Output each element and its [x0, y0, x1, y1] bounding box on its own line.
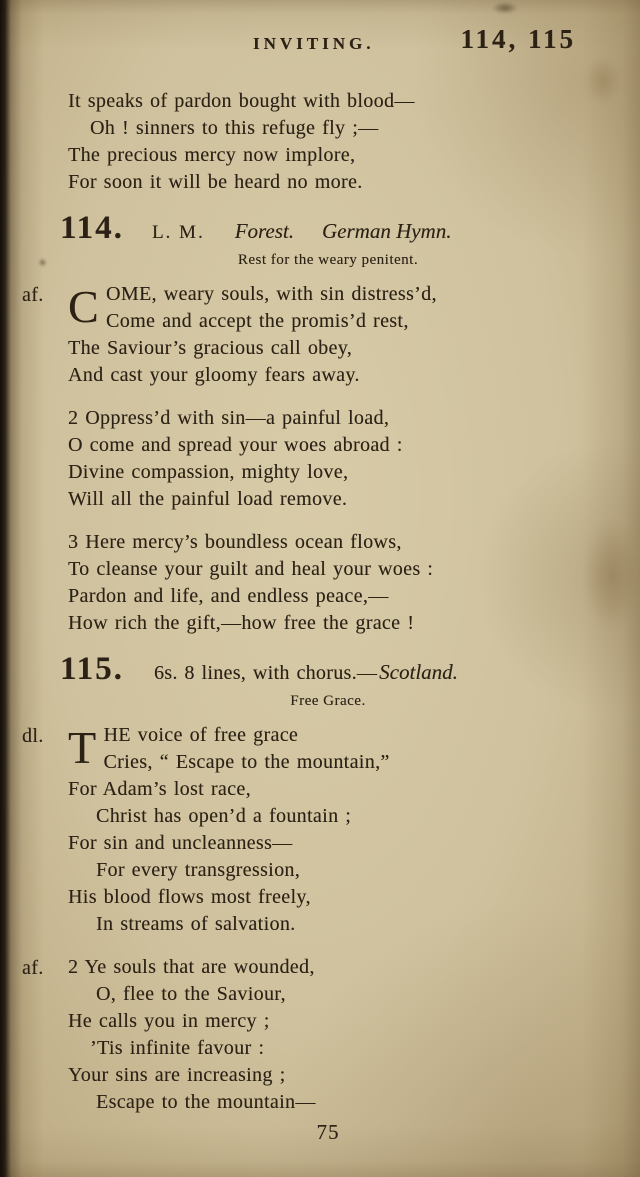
page-header — [60, 24, 596, 64]
hymn-114-verse-3 — [68, 529, 596, 637]
verse-line: For sin and uncleanness— — [68, 832, 293, 854]
verse-line: It speaks of pardon bought with blood— — [68, 90, 415, 112]
verse-line: The Saviour’s gracious call obey, — [68, 337, 353, 359]
page-footer — [60, 1120, 596, 1145]
hymn-114-verse-2 — [68, 405, 596, 513]
hymn-115-verse-1 — [22, 722, 596, 938]
hymn-114-verse-1 — [22, 281, 596, 389]
dropcap-letter: T — [68, 722, 97, 773]
hymn-tune-name: Forest. — [234, 219, 294, 243]
hymn-subtitle: Rest for the weary penitent. — [237, 252, 419, 268]
hymn-115 — [22, 651, 596, 1116]
verse-line: O, flee to the Saviour, — [96, 983, 286, 1005]
margin-note-dl: dl. — [22, 725, 44, 747]
verse-line: His blood flows most freely, — [68, 886, 311, 908]
verse-line: Escape to the mountain— — [96, 1091, 316, 1113]
dropcap-letter: C — [68, 281, 100, 332]
verse-line: How rich the gift,—how free the grace ! — [68, 612, 415, 634]
verse-line: For soon it will be heard no more. — [68, 171, 363, 193]
hymn-meter: 6s. 8 lines, with chorus.— — [153, 662, 378, 684]
previous-hymn-continuation — [68, 88, 596, 196]
verse-line: ’Tis infinite favour : — [90, 1037, 265, 1059]
page-number: 75 — [316, 1120, 340, 1144]
hymn-subtitle: Free Grace. — [290, 693, 366, 709]
verse-line: 2 Ye souls that are wounded, — [68, 956, 315, 978]
verse-line: For Adam’s lost race, — [68, 778, 251, 800]
verse-line: He calls you in mercy ; — [68, 1010, 270, 1032]
verse-line: O come and spread your woes abroad : — [68, 434, 403, 456]
hymn-115-heading — [60, 651, 596, 693]
verse-line: Come and accept the promis’d rest, — [106, 310, 409, 332]
margin-note-af: af. — [22, 284, 44, 306]
verse-line: To cleanse your guilt and heal your woes : — [68, 558, 434, 580]
verse-line: Will all the painful load remove. — [68, 488, 348, 510]
verse-line: In streams of salvation. — [96, 913, 296, 935]
verse-line: Your sins are increasing ; — [68, 1064, 286, 1086]
verse-line: Oh ! sinners to this refuge fly ;— — [90, 117, 379, 139]
margin-note-af: af. — [22, 957, 44, 979]
verse-line: 2 Oppress’d with sin—a painful load, — [68, 407, 390, 429]
hymn-114-heading — [60, 210, 596, 252]
hymn-115-verse-2 — [22, 954, 596, 1116]
verse-line: And cast your gloomy fears away. — [68, 364, 360, 386]
running-title: INVITING. — [252, 34, 375, 53]
hymn-source: German Hymn. — [322, 219, 452, 243]
hymn-tune-name: Scotland. — [379, 660, 458, 684]
hymn-meter: L. M. — [151, 222, 205, 243]
verse-line: Christ has open’d a fountain ; — [96, 805, 352, 827]
verse-line: OME, weary souls, with sin distress’d, — [106, 283, 437, 305]
verse-line: 3 Here mercy’s boundless ocean flows, — [68, 531, 402, 553]
verse-line: The precious mercy now implore, — [68, 144, 356, 166]
hymn-number: 115. — [60, 651, 124, 687]
verse-line: Cries, “ Escape to the mountain,” — [103, 751, 390, 773]
header-hymn-numbers: 114, 115 — [460, 24, 576, 54]
hymn-number: 114. — [60, 210, 124, 246]
hymn-114 — [22, 210, 596, 637]
verse-line: Divine compassion, mighty love, — [68, 461, 349, 483]
verse-line: HE voice of free grace — [103, 724, 299, 746]
verse-line: For every transgression, — [96, 859, 301, 881]
verse-line: Pardon and life, and endless peace,— — [68, 585, 389, 607]
